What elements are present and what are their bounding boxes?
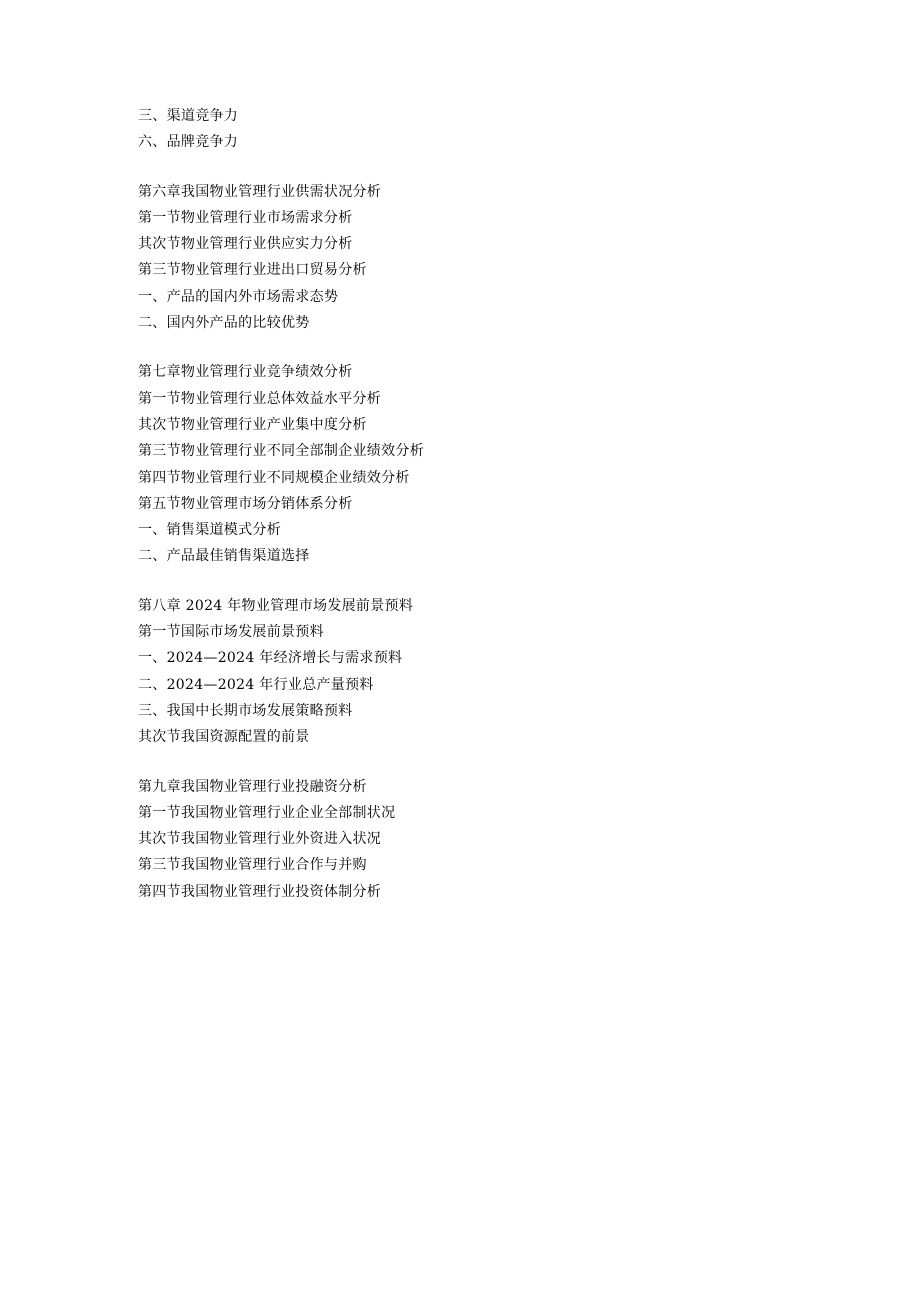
section-chapter-7 — [138, 359, 838, 569]
list-item: 二、国内外产品的比较优势 — [138, 315, 310, 332]
section-chapter-8 — [138, 593, 838, 751]
list-item: 一、销售渠道模式分析 — [138, 522, 281, 539]
list-item: 其次节我国物业管理行业外资进入状况 — [138, 831, 382, 848]
list-item: 其次节物业管理行业供应实力分析 — [138, 236, 353, 253]
list-item: 第四节物业管理行业不同规模企业绩效分析 — [138, 469, 410, 486]
list-item: 三、渠道竞争力 — [138, 108, 239, 124]
list-item: 第一节物业管理行业总体效益水平分析 — [138, 390, 382, 407]
list-item: 第一节我国物业管理行业企业全部制状况 — [138, 804, 396, 821]
list-item: 一、2024—2024 年经济增长与需求预料 — [138, 650, 403, 667]
chapter-heading: 第九章我国物业管理行业投融资分析 — [138, 778, 367, 795]
list-item: 第三节我国物业管理行业合作与并购 — [138, 857, 367, 874]
section-chapter-6 — [138, 179, 838, 337]
document-page — [138, 103, 838, 905]
list-item: 三、我国中长期市场发展策略预料 — [138, 702, 353, 719]
list-item: 二、产品最佳销售渠道选择 — [138, 548, 310, 565]
section-competitiveness — [138, 103, 838, 156]
list-item: 第三节物业管理行业不同全部制企业绩效分析 — [138, 443, 424, 460]
list-item: 一、产品的国内外市场需求态势 — [138, 288, 339, 305]
list-item: 第三节物业管理行业进出口贸易分析 — [138, 262, 367, 279]
list-item: 二、2024—2024 年行业总产量预料 — [138, 676, 374, 693]
chapter-heading: 第八章 2024 年物业管理市场发展前景预料 — [138, 597, 414, 614]
list-item: 第一节国际市场发展前景预料 — [138, 624, 324, 641]
list-item: 其次节我国资源配置的前景 — [138, 729, 310, 746]
list-item: 其次节物业管理行业产业集中度分析 — [138, 416, 367, 433]
chapter-heading: 第六章我国物业管理行业供需状况分析 — [138, 183, 382, 200]
list-item: 第四节我国物业管理行业投资体制分析 — [138, 883, 382, 900]
list-item: 第一节物业管理行业市场需求分析 — [138, 209, 353, 226]
section-chapter-9 — [138, 774, 838, 905]
list-item: 六、品牌竞争力 — [138, 134, 239, 151]
list-item: 第五节物业管理市场分销体系分析 — [138, 495, 353, 512]
chapter-heading: 第七章物业管理行业竞争绩效分析 — [138, 364, 353, 381]
